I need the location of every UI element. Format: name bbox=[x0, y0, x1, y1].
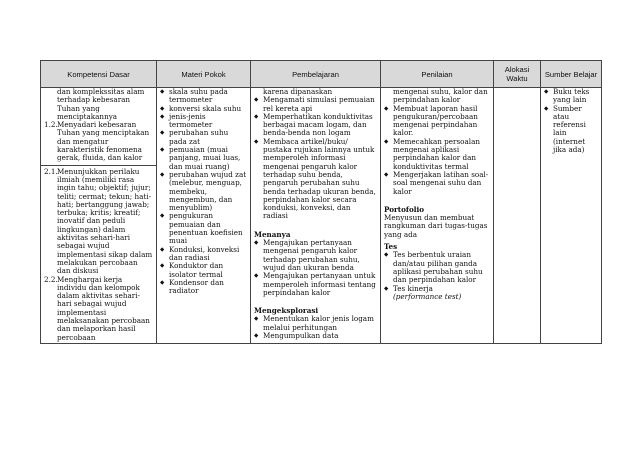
kd-continuation: dan komplekssitas alam terhadap kebesaran Tuhan yang menciptakannya bbox=[57, 87, 145, 121]
sumber-cell bbox=[541, 88, 602, 344]
list-item: ◆ Buku teks yang lain bbox=[544, 88, 598, 105]
list-item: ◆ Konduktor dan isolator termal bbox=[160, 262, 247, 279]
kd-2-2: 2.2. Menghargai kerja individu dan kelompok dalam aktivitas sehari-hari sebagai wujud implementasi melaksanakan percobaan dan melaporkan hasil percobaan bbox=[44, 274, 150, 342]
tes-kinerja-note: (performance test) bbox=[393, 291, 462, 301]
kompetensi-cell bbox=[41, 88, 157, 344]
kd-2-1: 2.1. Menunjukkan perilaku ilmiah (memiliki rasa ingin tahu; objektif; jujur; teliti; cermat; tekun; hati-hati; bertanggung jawab; terbuka; kritis; kreatif; inovatif dan peduli lingkungan) dalam aktivitas sehari-hari sebagai wujud implementasi sikap dalam melakukan percobaan dan diskusi bbox=[44, 166, 153, 276]
penilaian-list bbox=[384, 105, 490, 196]
sumber-list bbox=[544, 88, 598, 154]
syllabus-table-container bbox=[40, 60, 601, 344]
header-pembelajaran: Pembelajaran bbox=[251, 61, 381, 88]
content-row bbox=[41, 88, 602, 344]
list-item: ◆ Memecahkan persoalan mengenai aplikasi perpindahan kalor dan konduktivitas termal bbox=[384, 138, 490, 171]
header-kompetensi-dasar: Kompetensi Dasar bbox=[41, 61, 157, 88]
list-item: ◆ pengukuran pemuaian dan penentuan koefisien muai bbox=[160, 212, 247, 245]
list-item: ◆ Membuat laporan hasil pengukuran/percobaan mengenai perpindahan kalor. bbox=[384, 105, 490, 138]
list-item: ◆ Sumber atau referensi lain (internet jika ada) bbox=[544, 105, 598, 155]
mengeksplorasi-list bbox=[254, 315, 377, 340]
portofolio-heading: Portofolio bbox=[384, 204, 425, 214]
list-item bbox=[384, 285, 490, 302]
pembelajaran-continuation: karena dipanaskan bbox=[263, 87, 333, 96]
menanya-heading: Menanya bbox=[254, 229, 291, 239]
list-item: ◆ perubahan suhu pada zat bbox=[160, 129, 247, 146]
syllabus-table bbox=[40, 60, 602, 344]
list-item: ◆ konversi skala suhu bbox=[160, 105, 247, 113]
tes-list bbox=[384, 251, 490, 301]
portofolio-text: Menyusun dan membuat rangkuman dari tugas-tugas yang ada bbox=[384, 213, 488, 239]
list-item: ◆ Mengajukan pertanyaan untuk memperoleh informasi tentang perpindahan kalor bbox=[254, 272, 377, 297]
pembelajaran-cell bbox=[251, 88, 381, 344]
kd-1-2: 1.2. Menyadari kebesaran Tuhan yang menciptakan dan mengatur karakteristik fenomena gerak, fluida, dan kalor bbox=[44, 120, 150, 163]
list-item: ◆ Memperhatikan konduktivitas berbagai macam logam, dan benda-benda non logam bbox=[254, 113, 377, 138]
list-item: ◆ Membaca artikel/buku/ pustaka rujukan lainnya untuk memperoleh informasi mengenai pengaruh kalor terhadap suhu benda, pengaruh perubahan suhu benda terhadap ukuran benda, perpindahan kalor secara konduksi, konveksi, dan radiasi bbox=[254, 138, 377, 221]
materi-list bbox=[160, 88, 247, 295]
penilaian-continuation: mengenai suhu, kalor dan perpindahan kalor bbox=[393, 87, 488, 105]
kd-divider bbox=[41, 165, 156, 166]
list-item: ◆ pemuaian (muai panjang, muai luas, dan muai ruang) bbox=[160, 146, 247, 171]
list-item: ◆ skala suhu pada termometer bbox=[160, 88, 247, 105]
tes-heading: Tes bbox=[384, 242, 398, 252]
list-item: ◆ jenis-jenis termometer bbox=[160, 113, 247, 130]
pembelajaran-list bbox=[254, 96, 377, 220]
tes-kinerja-label: Tes kinerja bbox=[393, 283, 433, 293]
header-sumber-belajar: Sumber Belajar bbox=[541, 61, 602, 88]
header-penilaian: Penilaian bbox=[381, 61, 494, 88]
list-item: ◆ Konduksi, konveksi dan radiasi bbox=[160, 246, 247, 263]
alokasi-cell bbox=[494, 88, 541, 344]
list-item: ◆ Kondensor dan radiator bbox=[160, 279, 247, 296]
mengeksplorasi-heading: Mengeksplorasi bbox=[254, 306, 319, 316]
header-materi-pokok: Materi Pokok bbox=[157, 61, 251, 88]
header-alokasi-waktu: Alokasi Waktu bbox=[494, 61, 541, 88]
list-item: ◆ Tes berbentuk uraian dan/atau pilihan ganda aplikasi perubahan suhu dan perpindahan kalor bbox=[384, 251, 490, 284]
list-item: ◆ Mengumpulkan data bbox=[254, 332, 377, 340]
list-item: ◆ Menentukan kalor jenis logam melalui perhitungan bbox=[254, 315, 377, 332]
header-row bbox=[41, 61, 602, 88]
list-item: ◆ Mengerjakan latihan soal-soal mengenai suhu dan kalor bbox=[384, 171, 490, 196]
list-item: ◆ perubahan wujud zat (melebur, menguap, membeku, mengembun, dan menyublim) bbox=[160, 171, 247, 212]
list-item: ◆ Mengamati simulasi pemuaian rel kereta api bbox=[254, 96, 377, 113]
penilaian-cell bbox=[381, 88, 494, 344]
materi-cell bbox=[157, 88, 251, 344]
menanya-list bbox=[254, 239, 377, 297]
list-item: ◆ Mengajukan pertanyaan mengenai pengaruh kalor terhadap perubahan suhu, wujud dan ukuran benda bbox=[254, 239, 377, 272]
